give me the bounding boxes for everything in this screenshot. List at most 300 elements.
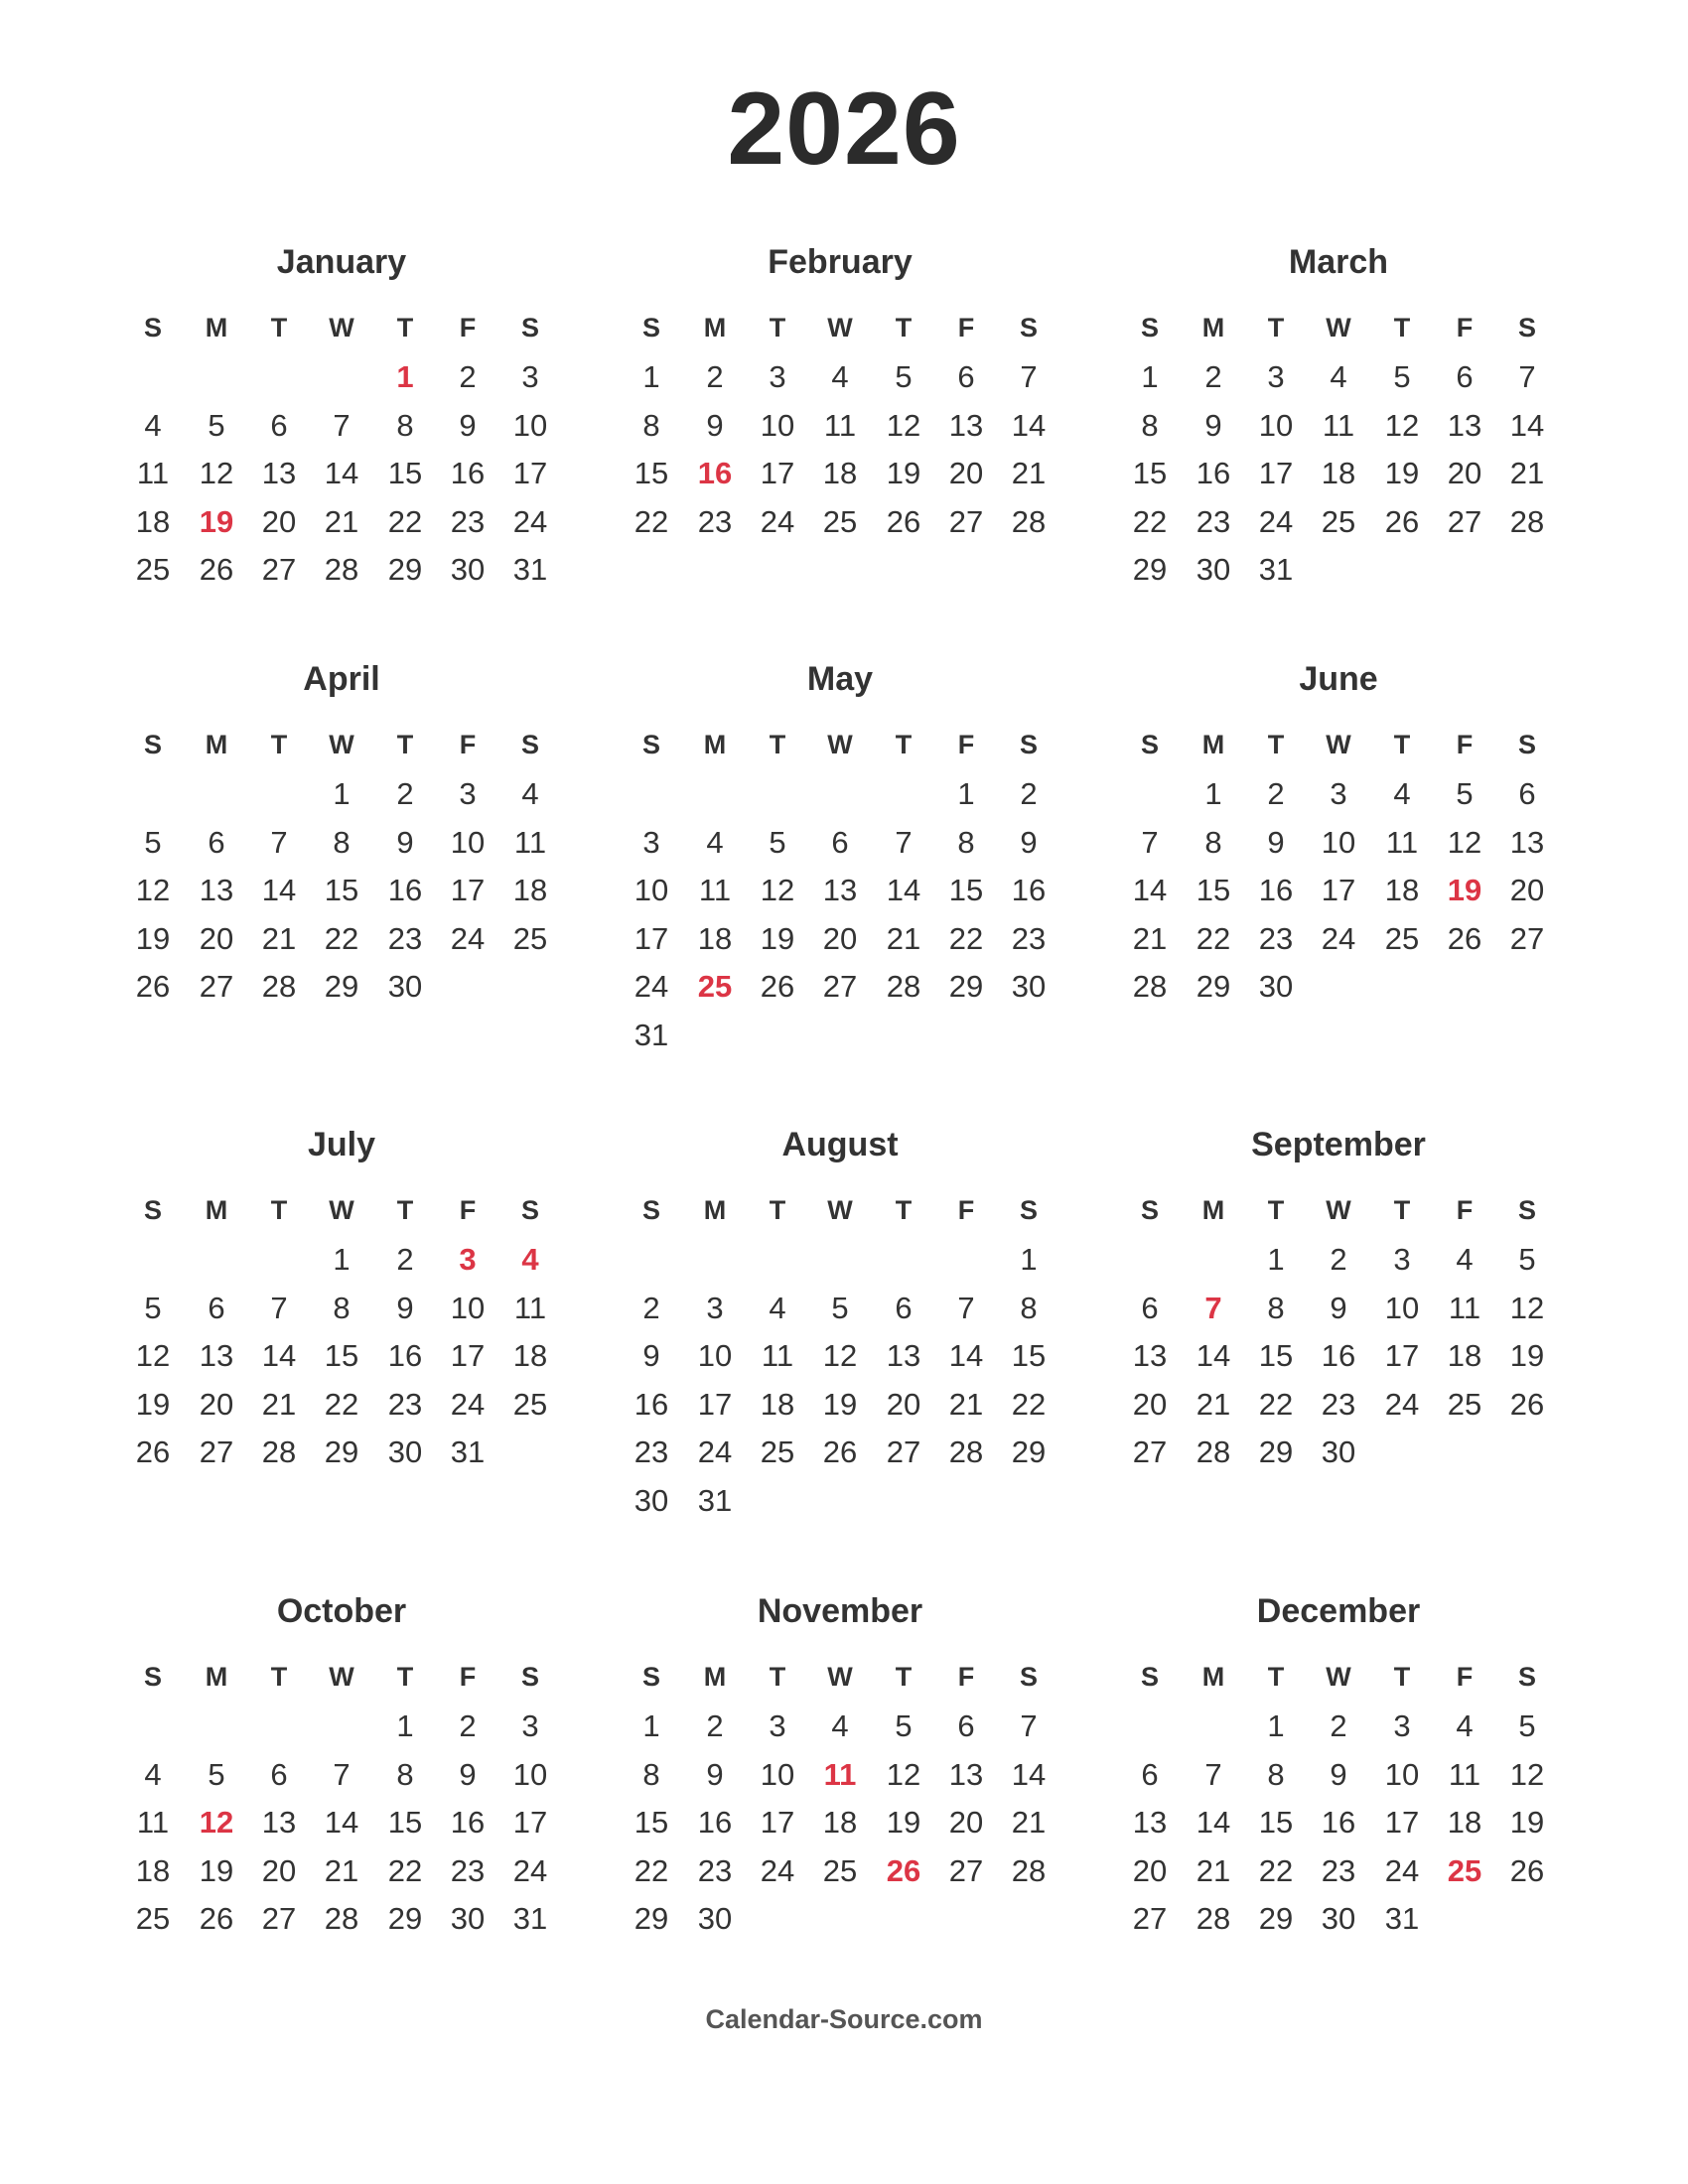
calendar-date: 3 xyxy=(1393,1242,1411,1277)
calendar-date: 28 xyxy=(1196,1434,1231,1469)
calendar-date: 9 xyxy=(1204,407,1222,443)
holiday-date: 12 xyxy=(199,1805,234,1840)
footer-website: Calendar-Source.com xyxy=(705,2004,983,2034)
calendar-date: 29 xyxy=(1132,552,1168,587)
weekday-label: S xyxy=(1140,1195,1159,1225)
weekday-label: W xyxy=(1326,730,1351,759)
calendar-date: 1 xyxy=(396,1708,414,1743)
calendar-date: 21 xyxy=(1509,456,1545,490)
calendar-date: 10 xyxy=(512,407,548,443)
calendar-date: 20 xyxy=(948,1805,984,1840)
weekday-label: T xyxy=(769,1195,786,1225)
calendar-date: 3 xyxy=(642,824,660,860)
weekday-label: T xyxy=(396,1195,414,1225)
calendar-date: 29 xyxy=(1258,1434,1294,1469)
calendar-date: 20 xyxy=(948,456,984,490)
calendar-date: 15 xyxy=(324,1338,359,1373)
weekday-label: T xyxy=(769,313,786,342)
calendar-date: 22 xyxy=(324,1386,359,1422)
calendar-date: 17 xyxy=(760,456,795,490)
calendar-date: 22 xyxy=(948,920,984,956)
calendar-date: 9 xyxy=(396,824,414,860)
calendar-date: 23 xyxy=(450,1852,486,1888)
calendar-date: 25 xyxy=(1447,1386,1482,1422)
weekday-label: W xyxy=(329,730,354,759)
calendar-date: 24 xyxy=(697,1434,733,1469)
calendar-date: 19 xyxy=(199,1852,234,1888)
calendar-date: 2 xyxy=(459,1708,477,1743)
holiday-date: 19 xyxy=(199,503,234,539)
calendar-date: 13 xyxy=(199,1338,234,1373)
calendar-date: 27 xyxy=(948,503,984,539)
calendar-date: 14 xyxy=(261,873,297,907)
calendar-date: 12 xyxy=(135,1338,171,1373)
calendar-date: 24 xyxy=(512,1852,548,1888)
calendar-date: 7 xyxy=(1518,359,1536,394)
calendar-date: 27 xyxy=(1132,1901,1168,1936)
weekday-label: S xyxy=(1019,1662,1038,1692)
calendar-date: 2 xyxy=(1330,1242,1347,1277)
calendar-date: 5 xyxy=(895,359,913,394)
calendar-date: 13 xyxy=(261,456,297,490)
weekday-label: M xyxy=(703,313,727,342)
calendar-date: 25 xyxy=(1321,503,1356,539)
weekday-header-row xyxy=(590,727,1090,762)
calendar-date: 12 xyxy=(135,873,171,907)
calendar-date: 30 xyxy=(387,1434,423,1469)
calendar-date: 30 xyxy=(697,1901,733,1936)
calendar-date: 18 xyxy=(1447,1338,1482,1373)
calendar-date: 8 xyxy=(396,407,414,443)
weekday-label: F xyxy=(957,730,975,759)
calendar-date: 9 xyxy=(396,1290,414,1325)
calendar-date: 6 xyxy=(1141,1290,1159,1325)
calendar-date: 29 xyxy=(948,969,984,1004)
calendar-date: 12 xyxy=(199,456,234,490)
calendar-date: 23 xyxy=(697,1852,733,1888)
weekday-label: W xyxy=(827,1662,853,1692)
calendar-date: 4 xyxy=(1456,1242,1474,1277)
calendar-date: 23 xyxy=(1321,1852,1356,1888)
calendar-date: 10 xyxy=(697,1338,733,1373)
calendar-date: 9 xyxy=(1330,1756,1347,1792)
month-title: September xyxy=(1251,1126,1426,1163)
calendar-date: 20 xyxy=(886,1386,921,1422)
calendar-date: 6 xyxy=(208,1290,225,1325)
calendar-date: 20 xyxy=(261,1852,297,1888)
calendar-date: 28 xyxy=(1509,503,1545,539)
calendar-date: 27 xyxy=(261,552,297,587)
month-title: August xyxy=(781,1126,899,1163)
weekday-label: T xyxy=(270,1662,288,1692)
weekday-label: M xyxy=(1201,313,1225,342)
calendar-date: 28 xyxy=(886,969,921,1004)
weekday-label: T xyxy=(895,313,913,342)
calendar-date: 28 xyxy=(261,1434,297,1469)
calendar-date: 9 xyxy=(1020,824,1038,860)
calendar-date: 7 xyxy=(270,824,288,860)
weekday-label: T xyxy=(270,730,288,759)
calendar-date: 31 xyxy=(512,1901,548,1936)
weekday-label: F xyxy=(459,730,477,759)
weekday-label: S xyxy=(1140,730,1159,759)
calendar-date: 11 xyxy=(1448,1756,1481,1792)
weekday-label: S xyxy=(1517,730,1536,759)
weekday-label: T xyxy=(1267,730,1285,759)
calendar-date: 31 xyxy=(697,1482,733,1518)
weekday-label: F xyxy=(957,1662,975,1692)
calendar-date: 4 xyxy=(706,824,724,860)
calendar-date: 2 xyxy=(1267,776,1285,811)
calendar-date: 9 xyxy=(459,1756,477,1792)
calendar-date: 10 xyxy=(1384,1290,1420,1325)
calendar-date: 5 xyxy=(144,824,162,860)
weekday-label: T xyxy=(396,730,414,759)
calendar-date: 30 xyxy=(1011,969,1047,1004)
calendar-date: 23 xyxy=(1321,1386,1356,1422)
calendar-date: 29 xyxy=(324,1434,359,1469)
holiday-date: 7 xyxy=(1204,1290,1222,1325)
calendar-date: 26 xyxy=(135,1434,171,1469)
calendar-date: 20 xyxy=(1447,456,1482,490)
calendar-date: 19 xyxy=(135,920,171,956)
calendar-date: 19 xyxy=(1509,1805,1545,1840)
calendar-date: 31 xyxy=(512,552,548,587)
calendar-date: 3 xyxy=(706,1290,724,1325)
calendar-date: 16 xyxy=(450,456,486,490)
calendar-date: 14 xyxy=(261,1338,297,1373)
calendar-date: 1 xyxy=(1020,1242,1038,1277)
calendar-date: 18 xyxy=(697,920,733,956)
calendar-date: 2 xyxy=(642,1290,660,1325)
calendar-date: 10 xyxy=(633,873,669,907)
calendar-date: 15 xyxy=(324,873,359,907)
weekday-header-row xyxy=(1088,1659,1589,1695)
calendar-date: 28 xyxy=(324,552,359,587)
weekday-label: S xyxy=(1019,730,1038,759)
weekday-label: T xyxy=(1267,1195,1285,1225)
calendar-date: 19 xyxy=(760,920,795,956)
calendar-date: 28 xyxy=(1132,969,1168,1004)
calendar-date: 23 xyxy=(387,920,423,956)
calendar-date: 22 xyxy=(1258,1386,1294,1422)
calendar-date: 24 xyxy=(1321,920,1356,956)
calendar-date: 21 xyxy=(324,503,359,539)
calendar-date: 1 xyxy=(957,776,975,811)
calendar-date: 10 xyxy=(760,407,795,443)
weekday-label: T xyxy=(769,1662,786,1692)
year-title: 2026 xyxy=(727,71,961,187)
calendar-date: 13 xyxy=(199,873,234,907)
calendar-date: 16 xyxy=(1196,456,1231,490)
weekday-label: S xyxy=(520,1195,539,1225)
calendar-date: 29 xyxy=(633,1901,669,1936)
calendar-date: 17 xyxy=(633,920,669,956)
calendar-date: 10 xyxy=(760,1756,795,1792)
calendar-date: 5 xyxy=(831,1290,849,1325)
calendar-date: 3 xyxy=(521,359,539,394)
month-title: February xyxy=(768,243,913,281)
calendar-date: 19 xyxy=(1384,456,1420,490)
calendar-date: 14 xyxy=(1196,1805,1231,1840)
calendar-date: 1 xyxy=(333,1242,351,1277)
calendar-date: 20 xyxy=(261,503,297,539)
calendar-date: 5 xyxy=(144,1290,162,1325)
weekday-label: W xyxy=(329,313,354,342)
calendar-date: 15 xyxy=(1196,873,1231,907)
weekday-label: M xyxy=(703,1195,727,1225)
calendar-date: 26 xyxy=(135,969,171,1004)
calendar-date: 16 xyxy=(1011,873,1047,907)
calendar-date: 27 xyxy=(199,969,234,1004)
calendar-date: 5 xyxy=(1518,1708,1536,1743)
calendar-date: 3 xyxy=(769,1708,786,1743)
month-title: March xyxy=(1288,243,1389,281)
calendar-date: 14 xyxy=(1132,873,1168,907)
calendar-date: 27 xyxy=(886,1434,921,1469)
calendar-date: 2 xyxy=(1020,776,1038,811)
weekday-header-row xyxy=(590,1659,1090,1695)
calendar-date: 2 xyxy=(706,1708,724,1743)
calendar-date: 18 xyxy=(822,456,858,490)
month-title: January xyxy=(276,243,407,281)
calendar-date: 16 xyxy=(1321,1805,1356,1840)
calendar-date: 27 xyxy=(1132,1434,1168,1469)
calendar-date: 14 xyxy=(324,1805,359,1840)
calendar-date: 11 xyxy=(1322,407,1355,443)
weekday-label: F xyxy=(459,1662,477,1692)
calendar-date: 20 xyxy=(1509,873,1545,907)
calendar-date: 14 xyxy=(324,456,359,490)
calendar-date: 19 xyxy=(1509,1338,1545,1373)
weekday-label: M xyxy=(1201,730,1225,759)
calendar-date: 8 xyxy=(1141,407,1159,443)
weekday-label: T xyxy=(270,1195,288,1225)
calendar-date: 11 xyxy=(136,1805,170,1840)
calendar-date: 16 xyxy=(1321,1338,1356,1373)
calendar-date: 6 xyxy=(895,1290,913,1325)
calendar-date: 23 xyxy=(387,1386,423,1422)
calendar-date: 13 xyxy=(822,873,858,907)
calendar-date: 21 xyxy=(324,1852,359,1888)
calendar-date: 21 xyxy=(1011,456,1047,490)
calendar-date: 6 xyxy=(831,824,849,860)
calendar-date: 14 xyxy=(1509,407,1545,443)
calendar-date: 11 xyxy=(1448,1290,1481,1325)
month-title: June xyxy=(1299,660,1378,698)
calendar-date: 4 xyxy=(769,1290,786,1325)
weekday-label: M xyxy=(205,313,228,342)
calendar-date: 22 xyxy=(633,1852,669,1888)
calendar-date: 24 xyxy=(1384,1852,1420,1888)
calendar-date: 28 xyxy=(324,1901,359,1936)
calendar-date: 2 xyxy=(459,359,477,394)
calendar-date: 8 xyxy=(642,407,660,443)
calendar-date: 26 xyxy=(1447,920,1482,956)
calendar-date: 23 xyxy=(1258,920,1294,956)
calendar-date: 28 xyxy=(261,969,297,1004)
weekday-label: W xyxy=(329,1195,354,1225)
calendar-date: 7 xyxy=(270,1290,288,1325)
calendar-date: 18 xyxy=(1447,1805,1482,1840)
calendar-date: 27 xyxy=(1447,503,1482,539)
calendar-date: 17 xyxy=(1384,1805,1420,1840)
calendar-date: 8 xyxy=(957,824,975,860)
weekday-label: F xyxy=(957,1195,975,1225)
calendar-date: 2 xyxy=(1330,1708,1347,1743)
calendar-date: 1 xyxy=(1267,1242,1285,1277)
calendar-date: 29 xyxy=(1011,1434,1047,1469)
calendar-date: 2 xyxy=(1204,359,1222,394)
weekday-label: F xyxy=(459,313,477,342)
calendar-date: 18 xyxy=(135,1852,171,1888)
calendar-date: 26 xyxy=(199,1901,234,1936)
calendar-date: 5 xyxy=(1518,1242,1536,1277)
calendar-date: 11 xyxy=(513,1290,547,1325)
calendar-date: 7 xyxy=(1020,1708,1038,1743)
weekday-label: M xyxy=(205,1195,228,1225)
calendar-date: 22 xyxy=(387,503,423,539)
calendar-date: 9 xyxy=(706,1756,724,1792)
month-title: October xyxy=(276,1592,407,1630)
calendar-date: 19 xyxy=(135,1386,171,1422)
calendar-date: 8 xyxy=(1204,824,1222,860)
calendar-date: 5 xyxy=(208,407,225,443)
calendar-date: 12 xyxy=(822,1338,858,1373)
weekday-label: M xyxy=(205,1662,228,1692)
calendar-date: 15 xyxy=(387,456,423,490)
weekday-label: W xyxy=(827,1195,853,1225)
calendar-date: 17 xyxy=(760,1805,795,1840)
calendar-date: 18 xyxy=(822,1805,858,1840)
calendar-date: 7 xyxy=(1141,824,1159,860)
calendar-date: 9 xyxy=(1330,1290,1347,1325)
calendar-date: 21 xyxy=(1196,1386,1231,1422)
weekday-label: M xyxy=(1201,1195,1225,1225)
calendar-date: 13 xyxy=(948,1756,984,1792)
calendar-date: 4 xyxy=(144,1756,162,1792)
weekday-header-row xyxy=(91,310,592,345)
calendar-date: 28 xyxy=(1011,503,1047,539)
weekday-label: S xyxy=(143,730,162,759)
calendar-date: 16 xyxy=(1258,873,1294,907)
weekday-label: S xyxy=(1517,1195,1536,1225)
calendar-date: 16 xyxy=(697,1805,733,1840)
calendar-date: 12 xyxy=(886,1756,921,1792)
calendar-date: 10 xyxy=(512,1756,548,1792)
calendar-date: 23 xyxy=(633,1434,669,1469)
calendar-date: 17 xyxy=(512,1805,548,1840)
calendar-date: 12 xyxy=(886,407,921,443)
calendar-date: 10 xyxy=(1258,407,1294,443)
weekday-header-row xyxy=(590,1192,1090,1228)
weekday-label: T xyxy=(1393,1662,1411,1692)
calendar-date: 10 xyxy=(1321,824,1356,860)
holiday-date: 26 xyxy=(886,1852,921,1888)
weekday-label: W xyxy=(827,730,853,759)
holiday-date: 3 xyxy=(459,1242,477,1277)
calendar-date: 27 xyxy=(822,969,858,1004)
holiday-date: 25 xyxy=(697,969,733,1004)
month-title: May xyxy=(806,660,874,698)
calendar-date: 24 xyxy=(760,1852,795,1888)
weekday-label: F xyxy=(1456,1662,1474,1692)
calendar-date: 10 xyxy=(450,824,486,860)
calendar-date: 26 xyxy=(1509,1386,1545,1422)
weekday-label: F xyxy=(957,313,975,342)
calendar-date: 11 xyxy=(761,1338,794,1373)
calendar-date: 31 xyxy=(1258,552,1294,587)
weekday-label: F xyxy=(459,1195,477,1225)
calendar-date: 28 xyxy=(1196,1901,1231,1936)
calendar-date: 22 xyxy=(1196,920,1231,956)
calendar-date: 29 xyxy=(387,552,423,587)
calendar-date: 22 xyxy=(387,1852,423,1888)
calendar-date: 30 xyxy=(450,552,486,587)
calendar-date: 8 xyxy=(333,1290,351,1325)
month-title: December xyxy=(1256,1592,1421,1630)
calendar-date: 17 xyxy=(450,873,486,907)
calendar-date: 27 xyxy=(1509,920,1545,956)
calendar-date: 13 xyxy=(886,1338,921,1373)
calendar-date: 5 xyxy=(1393,359,1411,394)
calendar-date: 13 xyxy=(1132,1805,1168,1840)
calendar-date: 17 xyxy=(1258,456,1294,490)
calendar-date: 24 xyxy=(450,1386,486,1422)
calendar-date: 13 xyxy=(948,407,984,443)
calendar-date: 23 xyxy=(1011,920,1047,956)
calendar-date: 18 xyxy=(760,1386,795,1422)
calendar-date: 4 xyxy=(521,776,539,811)
calendar-date: 15 xyxy=(387,1805,423,1840)
calendar-date: 25 xyxy=(1384,920,1420,956)
calendar-date: 12 xyxy=(1447,824,1482,860)
calendar-date: 17 xyxy=(697,1386,733,1422)
calendar-date: 21 xyxy=(886,920,921,956)
weekday-label: M xyxy=(703,1662,727,1692)
calendar-date: 25 xyxy=(512,1386,548,1422)
weekday-label: W xyxy=(827,313,853,342)
calendar-date: 4 xyxy=(1330,359,1347,394)
weekday-label: S xyxy=(641,1662,660,1692)
weekday-label: S xyxy=(1517,313,1536,342)
calendar-date: 22 xyxy=(1258,1852,1294,1888)
weekday-label: T xyxy=(895,1195,913,1225)
calendar-date: 22 xyxy=(633,503,669,539)
calendar-date: 24 xyxy=(512,503,548,539)
weekday-label: S xyxy=(520,730,539,759)
weekday-label: S xyxy=(143,1662,162,1692)
weekday-label: S xyxy=(641,730,660,759)
calendar-date: 24 xyxy=(760,503,795,539)
calendar-date: 22 xyxy=(324,920,359,956)
weekday-header-row xyxy=(91,1659,592,1695)
calendar-date: 2 xyxy=(396,776,414,811)
calendar-date: 28 xyxy=(1011,1852,1047,1888)
weekday-label: T xyxy=(1267,313,1285,342)
calendar-date: 8 xyxy=(333,824,351,860)
calendar-date: 7 xyxy=(1020,359,1038,394)
calendar-date: 1 xyxy=(333,776,351,811)
weekday-header-row xyxy=(91,727,592,762)
calendar-date: 20 xyxy=(1132,1386,1168,1422)
calendar-date: 14 xyxy=(948,1338,984,1373)
calendar-date: 30 xyxy=(1196,552,1231,587)
calendar-date: 21 xyxy=(1132,920,1168,956)
calendar-date: 4 xyxy=(144,407,162,443)
calendar-date: 25 xyxy=(760,1434,795,1469)
calendar-date: 18 xyxy=(512,873,548,907)
